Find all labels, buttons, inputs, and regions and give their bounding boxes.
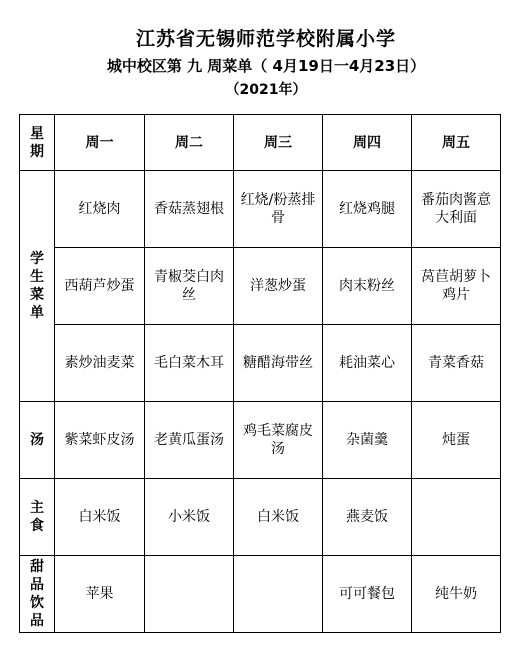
staple-cell: 白米饭: [234, 479, 323, 556]
weekly-menu-table: [19, 114, 501, 633]
dish-row-2: [20, 248, 501, 325]
soup-cell: 鸡毛菜腐皮汤: [234, 402, 323, 479]
dish-cell: 糖醋海带丝: [234, 325, 323, 402]
dish-row-1: [20, 171, 501, 248]
day-header-mon: 周一: [55, 115, 145, 171]
dish-row-3: [20, 325, 501, 402]
category-dessert: 甜品饮品: [20, 556, 55, 633]
dessert-cell: 苹果: [55, 556, 145, 633]
dessert-cell: 可可餐包: [323, 556, 412, 633]
staple-cell: 燕麦饭: [323, 479, 412, 556]
dish-cell: 青椒茭白肉丝: [145, 248, 234, 325]
dish-cell: 香菇蒸翅根: [145, 171, 234, 248]
dish-cell: 青菜香菇: [412, 325, 501, 402]
weekday-corner-cell: 星期: [20, 115, 55, 171]
day-header-fri: 周五: [412, 115, 501, 171]
soup-row: [20, 402, 501, 479]
dish-cell: 红烧/粉蒸排骨: [234, 171, 323, 248]
day-header-tue: 周二: [145, 115, 234, 171]
menu-subtitle: 城中校区第 九 周菜单（ 4月19日一4月23日）: [106, 57, 426, 75]
dessert-row: [20, 556, 501, 633]
dish-cell: 红烧鸡腿: [323, 171, 412, 248]
dish-cell: 番茄肉酱意大利面: [412, 171, 501, 248]
dessert-cell: [234, 556, 323, 633]
menu-year: （2021年）: [225, 82, 307, 98]
menu-title: 江苏省无锡师范学校附属小学: [135, 28, 396, 50]
dish-cell: 素炒油麦菜: [55, 325, 145, 402]
dish-cell: 莴苣胡萝卜鸡片: [412, 248, 501, 325]
dish-cell: 耗油菜心: [323, 325, 412, 402]
category-dishes: 学生菜单: [20, 171, 55, 402]
dessert-cell: 纯牛奶: [412, 556, 501, 633]
staple-cell: 小米饭: [145, 479, 234, 556]
dish-cell: 洋葱炒蛋: [234, 248, 323, 325]
dessert-cell: [145, 556, 234, 633]
day-header-thu: 周四: [323, 115, 412, 171]
staple-cell: [412, 479, 501, 556]
soup-cell: 炖蛋: [412, 402, 501, 479]
soup-cell: 杂菌羹: [323, 402, 412, 479]
category-staple: 主食: [20, 479, 55, 556]
header-row: [20, 115, 501, 171]
soup-cell: 紫菜虾皮汤: [55, 402, 145, 479]
category-soup: 汤: [20, 402, 55, 479]
dish-cell: 西葫芦炒蛋: [55, 248, 145, 325]
dish-cell: 肉末粉丝: [323, 248, 412, 325]
staple-row: [20, 479, 501, 556]
day-header-wed: 周三: [234, 115, 323, 171]
dish-cell: 毛白菜木耳: [145, 325, 234, 402]
staple-cell: 白米饭: [55, 479, 145, 556]
dish-cell: 红烧肉: [55, 171, 145, 248]
soup-cell: 老黄瓜蛋汤: [145, 402, 234, 479]
